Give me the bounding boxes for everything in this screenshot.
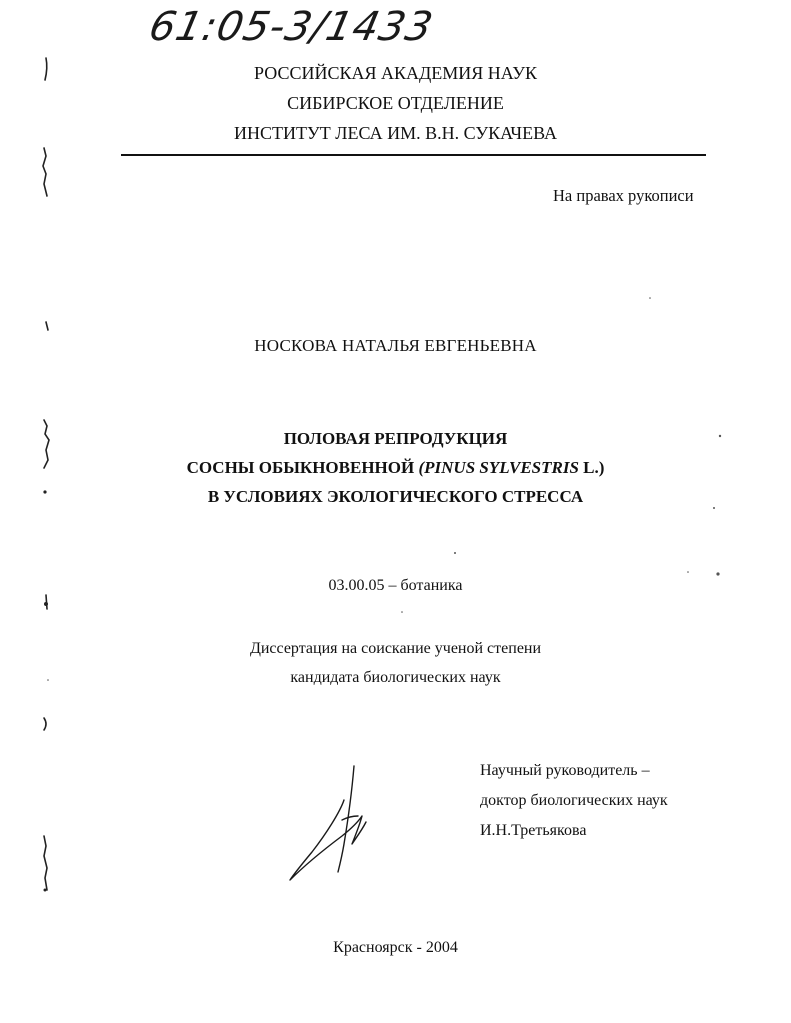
supervisor-degree: доктор биологических наук bbox=[480, 792, 668, 809]
dissertation-line-2: кандидата биологических наук bbox=[290, 669, 501, 686]
handwritten-archive-code: 61:05-3/1433 bbox=[145, 4, 438, 50]
title-line-3: В УСЛОВИЯХ ЭКОЛОГИЧЕСКОГО СТРЕССА bbox=[207, 487, 584, 506]
supervisor-block bbox=[480, 756, 668, 846]
title-line-2-prefix: СОСНЫ ОБЫКНОВЕННОЙ bbox=[186, 458, 419, 477]
header-branch: СИБИРСКОЕ ОТДЕЛЕНИЕ bbox=[287, 93, 504, 113]
header-divider bbox=[121, 154, 706, 156]
specialty-code: 03.00.05 – ботаника bbox=[328, 577, 463, 594]
signature-mark bbox=[282, 760, 392, 890]
title-latin-name: (PINUS SYLVESTRIS bbox=[418, 458, 579, 477]
rights-note: На правах рукописи bbox=[553, 186, 694, 205]
title-line-2 bbox=[0, 453, 791, 482]
dissertation-line-1: Диссертация на соискание ученой степени bbox=[249, 640, 542, 657]
margin-scan-marks bbox=[0, 0, 80, 1023]
supervisor-name: И.Н.Третьякова bbox=[480, 822, 587, 839]
header-academy: РОССИЙСКАЯ АКАДЕМИЯ НАУК bbox=[254, 63, 537, 83]
supervisor-role: Научный руководитель – bbox=[480, 762, 650, 779]
title-line-1: ПОЛОВАЯ РЕПРОДУКЦИЯ bbox=[283, 429, 508, 448]
header-institute: ИНСТИТУТ ЛЕСА ИМ. В.Н. СУКАЧЕВА bbox=[234, 123, 557, 143]
title-line-2-suffix: L.) bbox=[578, 458, 605, 477]
city-year: Красноярск - 2004 bbox=[333, 939, 458, 956]
author-name: НОСКОВА НАТАЛЬЯ ЕВГЕНЬЕВНА bbox=[254, 336, 537, 355]
